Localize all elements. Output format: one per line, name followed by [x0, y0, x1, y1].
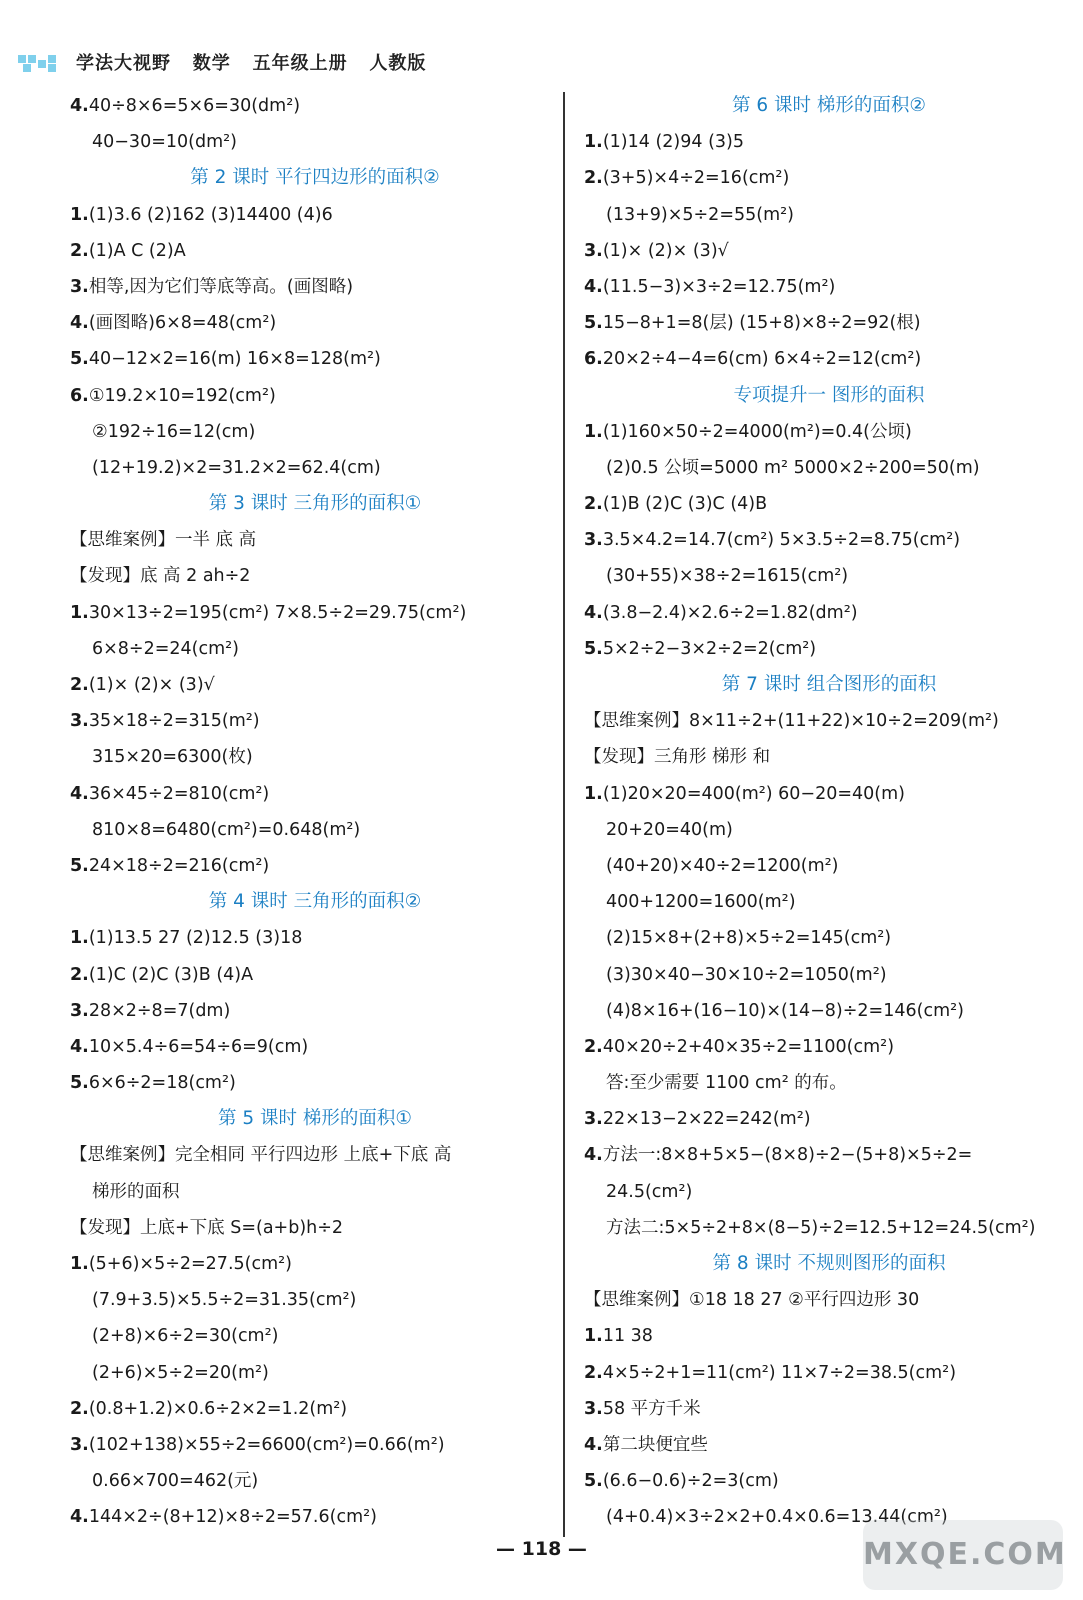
answer-line [70, 1318, 560, 1354]
answer-line [70, 1427, 560, 1463]
line-text: (2)0.5 公顷=5000 m² 5000×2÷200=50(m) [606, 457, 980, 478]
line-text: 24.5(cm²) [606, 1181, 693, 1202]
line-text: 36×45÷2=810(cm²) [88, 783, 270, 804]
section-heading [584, 1246, 1074, 1282]
line-text: (1)× (2)× (3)√ [602, 240, 729, 261]
question-number: 1. [584, 421, 603, 442]
question-number: 2. [70, 1398, 89, 1419]
question-number: 4. [70, 313, 89, 334]
question-number: 5. [70, 349, 89, 370]
line-text: 第 4 课时 三角形的面积② [208, 891, 422, 913]
answer-line [70, 993, 560, 1029]
line-text: (0.8+1.2)×0.6÷2×2=1.2(m²) [88, 1398, 348, 1419]
line-text: (102+138)×55÷2=6600(cm²)=0.66(m²) [88, 1434, 445, 1455]
line-text: (13+9)×5÷2=55(m²) [606, 204, 794, 225]
line-text: 35×18÷2=315(m²) [88, 711, 260, 732]
answer-line [70, 1065, 560, 1101]
answer-line [584, 558, 1074, 594]
line-text: 答:至少需要 1100 cm² 的布。 [606, 1073, 847, 1094]
line-text: 第 5 课时 梯形的面积① [218, 1108, 412, 1130]
answer-line [584, 1427, 1074, 1463]
answer-line [70, 197, 560, 233]
answer-line [70, 233, 560, 269]
line-text: 【发现】上底+下底 S=(a+b)h÷2 [70, 1217, 344, 1238]
line-text: 24×18÷2=216(cm²) [88, 855, 270, 876]
line-text: (2+8)×6÷2=30(cm²) [92, 1326, 279, 1347]
line-text: 方法二:5×5÷2+8×(8−5)÷2=12.5+12=24.5(cm²) [606, 1217, 1036, 1238]
left-column [70, 88, 560, 1536]
answer-line [70, 341, 560, 377]
answer-line [70, 124, 560, 160]
answer-line [70, 378, 560, 414]
line-text: 810×8=6480(cm²)=0.648(m²) [92, 819, 361, 840]
answer-line [70, 414, 560, 450]
answer-line [584, 1355, 1074, 1391]
answer-line [584, 414, 1074, 450]
question-number: 5. [584, 313, 603, 334]
line-text: (6.6−0.6)÷2=3(cm) [602, 1471, 779, 1492]
line-text: 6×6÷2=18(cm²) [88, 1073, 236, 1094]
answer-line [584, 703, 1074, 739]
header-title: 学法大视野 数学 五年级上册 人教版 [76, 53, 427, 74]
answer-line [70, 595, 560, 631]
line-text: 【思维案例】8×11÷2+(11+22)×10÷2=209(m²) [584, 711, 999, 732]
line-text: (12+19.2)×2=31.2×2=62.4(cm) [92, 457, 381, 478]
answer-line [584, 848, 1074, 884]
answer-line [584, 812, 1074, 848]
question-number: 2. [70, 240, 89, 261]
answer-line [584, 957, 1074, 993]
line-text: 58 平方千米 [602, 1398, 701, 1419]
line-text: 【发现】底 高 2 ah÷2 [70, 566, 251, 587]
question-number: 4. [584, 1434, 603, 1455]
answer-line [584, 1210, 1074, 1246]
answer-line [70, 1282, 560, 1318]
section-heading [584, 378, 1074, 414]
line-text: 5×2÷2−3×2÷2=2(cm²) [602, 638, 817, 659]
question-number: 1. [70, 602, 89, 623]
question-number: 4. [70, 783, 89, 804]
answer-line [584, 631, 1074, 667]
answer-line [584, 595, 1074, 631]
question-number: 2. [584, 1036, 603, 1057]
line-text: 10×5.4÷6=54÷6=9(cm) [88, 1036, 309, 1057]
column-divider [563, 92, 565, 1537]
answer-line [70, 450, 560, 486]
line-text: 28×2÷8=7(dm) [88, 1000, 231, 1021]
answer-line [584, 776, 1074, 812]
answer-line [584, 1391, 1074, 1427]
line-text: 【思维案例】①18 18 27 ②平行四边形 30 [584, 1290, 920, 1311]
answer-line [70, 88, 560, 124]
question-number: 4. [584, 602, 603, 623]
line-text: 22×13−2×22=242(m²) [602, 1109, 811, 1130]
question-number: 5. [70, 855, 89, 876]
answer-line [584, 486, 1074, 522]
line-text: 梯形的面积 [92, 1181, 180, 1202]
page-number: — 118 — [496, 1538, 587, 1560]
line-text: 11 38 [602, 1326, 653, 1347]
line-text: 第 7 课时 组合图形的面积 [721, 674, 937, 695]
right-column [584, 88, 1074, 1536]
question-number: 4. [584, 1145, 603, 1166]
question-number: 5. [584, 1471, 603, 1492]
line-text: 20×2÷4−4=6(cm) 6×4÷2=12(cm²) [602, 349, 922, 370]
line-text: (11.5−3)×3÷2=12.75(m²) [602, 276, 836, 297]
question-number: 3. [70, 1000, 89, 1021]
line-text: ②192÷16=12(cm) [92, 421, 256, 442]
line-text: 方法一:8×8+5×5−(8×8)÷2−(5+8)×5÷2= [602, 1145, 973, 1166]
line-text: (1)× (2)× (3)√ [88, 675, 215, 695]
line-text: 专项提升一 图形的面积 [733, 384, 925, 406]
line-text: 第 3 课时 三角形的面积① [208, 493, 422, 515]
answer-line [70, 957, 560, 993]
answer-line [70, 1137, 560, 1173]
question-number: 3. [584, 1398, 603, 1419]
line-text: 第 8 课时 不规则图形的面积 [712, 1253, 946, 1274]
answer-line [584, 884, 1074, 920]
line-text: (1)160×50÷2=4000(m²)=0.4(公顷) [602, 421, 912, 442]
line-text: 40−30=10(dm²) [92, 132, 237, 153]
answer-line [70, 558, 560, 594]
answer-line [70, 739, 560, 775]
answer-line [70, 1029, 560, 1065]
line-text: 144×2÷(8+12)×8÷2=57.6(cm²) [88, 1507, 377, 1528]
answer-line [584, 341, 1074, 377]
line-text: (1)A C (2)A [88, 240, 186, 261]
answer-line [584, 305, 1074, 341]
answer-line [584, 1029, 1074, 1065]
answer-line [70, 522, 560, 558]
question-number: 6. [584, 349, 603, 370]
line-text: 20+20=40(m) [606, 819, 733, 840]
question-number: 1. [584, 1326, 603, 1347]
answer-line [584, 450, 1074, 486]
line-text: (4+0.4)×3÷2×2+0.4×0.6=13.44(cm²) [606, 1507, 948, 1528]
section-heading [70, 486, 560, 522]
line-text: (40+20)×40÷2=1200(m²) [606, 855, 839, 876]
answer-line [70, 1463, 560, 1499]
line-text: 第 2 课时 平行四边形的面积② [190, 167, 440, 189]
page-header [18, 44, 426, 80]
answer-line [584, 233, 1074, 269]
line-text: 40×20÷2+40×35÷2=1100(cm²) [602, 1036, 895, 1057]
line-text: (5+6)×5÷2=27.5(cm²) [88, 1254, 292, 1274]
line-text: (3)30×40−30×10÷2=1050(m²) [606, 964, 887, 985]
answer-line [584, 1174, 1074, 1210]
answer-line [70, 305, 560, 341]
question-number: 1. [70, 204, 89, 225]
line-text: ①19.2×10=192(cm²) [88, 385, 276, 406]
section-heading [70, 160, 560, 196]
line-text: (1)B (2)C (3)C (4)B [602, 494, 768, 515]
answer-line [584, 160, 1074, 196]
answer-line [584, 1101, 1074, 1137]
answer-line [70, 776, 560, 812]
section-heading [584, 88, 1074, 124]
line-text: 315×20=6300(枚) [92, 747, 253, 768]
line-text: 【发现】三角形 梯形 和 [584, 747, 771, 768]
answer-line [70, 1499, 560, 1535]
answer-line [70, 1355, 560, 1391]
answer-line [70, 703, 560, 739]
line-text: 【思维案例】一半 底 高 [70, 530, 257, 551]
line-text: 4×5÷2+1=11(cm²) 11×7÷2=38.5(cm²) [602, 1362, 957, 1383]
answer-line [70, 269, 560, 305]
line-text: (4)8×16+(16−10)×(14−8)÷2=146(cm²) [606, 1000, 964, 1021]
answer-line [70, 848, 560, 884]
question-number: 3. [70, 276, 89, 297]
question-number: 3. [584, 240, 603, 261]
answer-line [70, 1210, 560, 1246]
line-text: (1)13.5 27 (2)12.5 (3)18 [88, 928, 303, 949]
line-text: 30×13÷2=195(cm²) 7×8.5÷2=29.75(cm²) [88, 602, 467, 623]
question-number: 5. [70, 1073, 89, 1094]
question-number: 3. [584, 530, 603, 551]
watermark: MXQE.COM [863, 1520, 1063, 1590]
line-text: 40÷8×6=5×6=30(dm²) [88, 96, 301, 116]
question-number: 6. [70, 385, 89, 406]
answer-line [584, 993, 1074, 1029]
line-text: 第二块便宜些 [602, 1434, 708, 1455]
line-text: 相等,因为它们等底等高。(画图略) [88, 276, 354, 297]
line-text: 6×8÷2=24(cm²) [92, 638, 239, 659]
question-number: 2. [584, 1362, 603, 1383]
line-text: 15−8+1=8(层) (15+8)×8÷2=92(根) [602, 313, 921, 334]
question-number: 1. [70, 1254, 89, 1274]
question-number: 2. [70, 675, 89, 695]
answer-line [584, 1065, 1074, 1101]
line-text: 400+1200=1600(m²) [606, 892, 796, 913]
section-heading [70, 884, 560, 920]
answer-line [70, 667, 560, 703]
answer-line [70, 920, 560, 956]
logo-icon [18, 51, 66, 73]
answer-line [584, 269, 1074, 305]
question-number: 2. [584, 494, 603, 515]
question-number: 4. [70, 96, 89, 116]
question-number: 4. [70, 1507, 89, 1528]
question-number: 3. [584, 1109, 603, 1130]
answer-line [584, 1318, 1074, 1354]
line-text: 第 6 课时 梯形的面积② [732, 95, 926, 116]
question-number: 4. [70, 1036, 89, 1057]
section-heading [70, 1101, 560, 1137]
answer-line [584, 1137, 1074, 1173]
answer-line [70, 1391, 560, 1427]
question-number: 1. [584, 783, 603, 804]
line-text: 【思维案例】完全相同 平行四边形 上底+下底 高 [70, 1145, 452, 1166]
question-number: 4. [584, 276, 603, 297]
answer-line [584, 522, 1074, 558]
line-text: (3.8−2.4)×2.6÷2=1.82(dm²) [602, 602, 858, 623]
answer-line [584, 739, 1074, 775]
answer-line [70, 631, 560, 667]
line-text: (1)3.6 (2)162 (3)14400 (4)6 [88, 204, 333, 225]
answer-line [584, 197, 1074, 233]
answer-line [584, 1282, 1074, 1318]
answer-line [70, 1174, 560, 1210]
line-text: (1)20×20=400(m²) 60−20=40(m) [602, 783, 905, 804]
line-text: (2+6)×5÷2=20(m²) [92, 1362, 269, 1383]
line-text: (30+55)×38÷2=1615(cm²) [606, 566, 849, 587]
line-text: (3+5)×4÷2=16(cm²) [602, 168, 790, 189]
question-number: 3. [70, 1434, 89, 1455]
answer-line [584, 920, 1074, 956]
question-number: 2. [584, 168, 603, 189]
question-number: 3. [70, 711, 89, 732]
line-text: (7.9+3.5)×5.5÷2=31.35(cm²) [92, 1290, 357, 1311]
line-text: (1)14 (2)94 (3)5 [602, 132, 744, 153]
line-text: (2)15×8+(2+8)×5÷2=145(cm²) [606, 928, 892, 949]
question-number: 2. [70, 964, 89, 985]
line-text: 3.5×4.2=14.7(cm²) 5×3.5÷2=8.75(cm²) [602, 530, 961, 551]
line-text: 40−12×2=16(m) 16×8=128(m²) [88, 349, 381, 370]
line-text: (1)C (2)C (3)B (4)A [88, 964, 254, 985]
line-text: (画图略)6×8=48(cm²) [88, 313, 277, 334]
question-number: 1. [70, 928, 89, 949]
question-number: 1. [584, 132, 603, 153]
answer-line [584, 124, 1074, 160]
section-heading [584, 667, 1074, 703]
line-text: 0.66×700=462(元) [92, 1471, 259, 1492]
answer-line [70, 1246, 560, 1282]
question-number: 5. [584, 638, 603, 659]
answer-line [584, 1463, 1074, 1499]
answer-line [70, 812, 560, 848]
